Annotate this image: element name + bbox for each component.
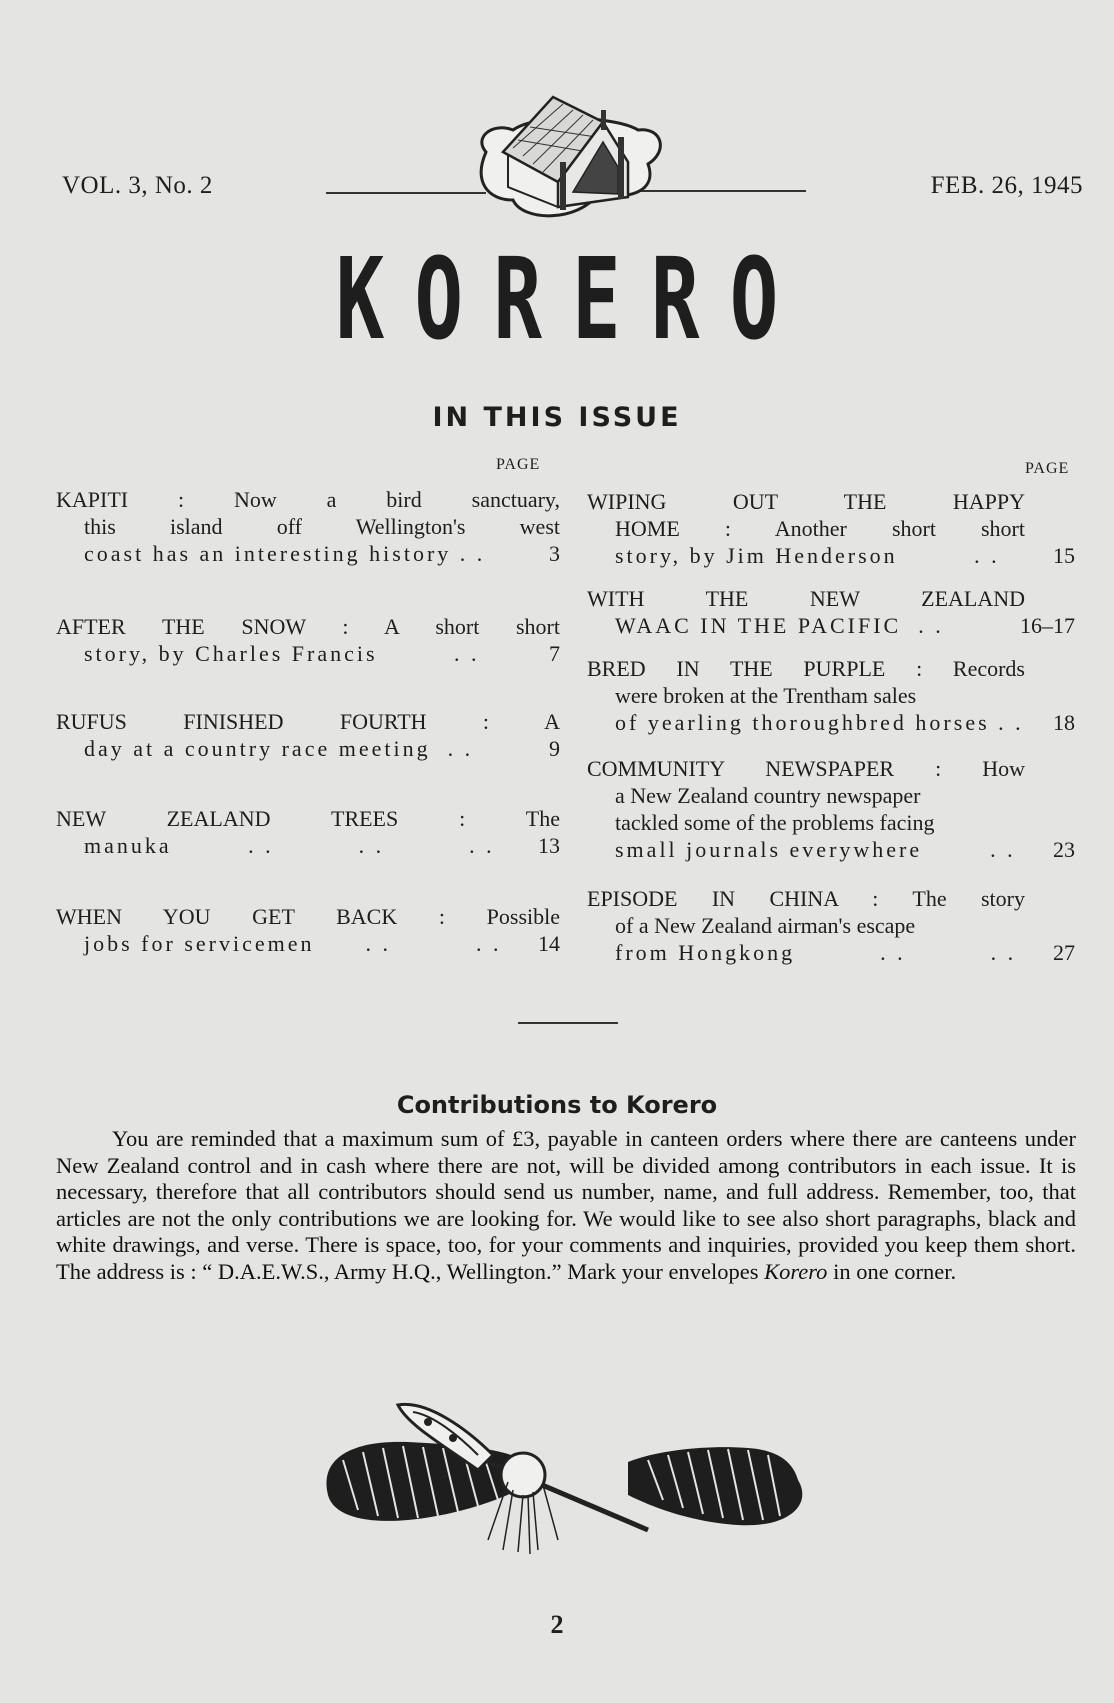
volume-number: VOL. 3, No. 2 — [62, 172, 213, 199]
page-column-label-left: PAGE — [496, 456, 541, 473]
contents-entry-kapiti[interactable] — [56, 486, 560, 567]
issue-date: FEB. 26, 1945 — [930, 172, 1083, 199]
entry-line: tackled some of the problems facing — [615, 810, 935, 835]
entry-line: jobs for servicemen . . . . — [84, 931, 502, 956]
entry-page-number: 15 — [1053, 543, 1075, 568]
entry-page-number: 23 — [1053, 837, 1075, 862]
contents-entry-rufus-finished-fourth[interactable] — [56, 708, 560, 762]
header-rule-left — [326, 192, 486, 194]
contributions-text-italic: Korero — [764, 1258, 828, 1284]
entry-page-number: 13 — [538, 833, 560, 858]
entry-line: COMMUNITY NEWSPAPER : How — [587, 756, 1025, 781]
entry-page-number: 9 — [549, 736, 560, 761]
entry-page-number: 7 — [549, 641, 560, 666]
contents-entry-new-zealand-trees[interactable] — [56, 805, 560, 859]
entry-page-number: 16–17 — [1020, 613, 1075, 638]
entry-line: manuka . . . . . . — [84, 833, 495, 858]
entry-line: AFTER THE SNOW : A short short — [56, 614, 560, 639]
contents-entry-when-you-get-back[interactable] — [56, 903, 560, 957]
entry-line: WHEN YOU GET BACK : Possible — [56, 904, 560, 929]
entry-line: BRED IN THE PURPLE : Records — [587, 656, 1025, 681]
entry-line: story, by Jim Henderson . . — [615, 543, 1000, 568]
contents-entry-wiping-out-the-happy-home[interactable] — [587, 488, 1075, 569]
contents-entry-episode-in-china[interactable] — [587, 885, 1075, 966]
entry-line: small journals everywhere . . — [615, 837, 1016, 862]
contributions-title: Contributions to Korero — [396, 1091, 718, 1119]
entry-line: HOME : Another short short — [615, 516, 1025, 541]
entry-line: story, by Charles Francis . . — [84, 641, 480, 666]
entry-line: KAPITI : Now a bird sanctuary, — [56, 487, 560, 512]
taiaha-icon — [318, 1400, 808, 1555]
entry-line: of yearling thoroughbred horses . . — [615, 710, 1024, 735]
entry-page-number: 3 — [549, 541, 560, 566]
contents-entry-bred-in-the-purple[interactable] — [587, 655, 1075, 736]
entry-line: WIPING OUT THE HAPPY — [587, 489, 1025, 514]
page-column-label-right: PAGE — [1025, 460, 1070, 477]
entry-line: this island off Wellington's west — [84, 514, 560, 539]
contents-entry-after-the-snow[interactable] — [56, 613, 560, 667]
page-number: 2 — [550, 1610, 564, 1639]
entry-line: day at a country race meeting . . — [84, 736, 474, 761]
entry-line: RUFUS FINISHED FOURTH : A — [56, 709, 560, 734]
contents-entry-with-the-nz-waac[interactable] — [587, 585, 1075, 639]
entry-line: from Hongkong . . . . — [615, 940, 1017, 965]
contributions-text-end: in one corner. — [827, 1258, 957, 1284]
entry-line: WITH THE NEW ZEALAND — [587, 586, 1025, 611]
contributions-text: You are reminded that a maximum sum of £3, payable in canteen orders where there are canteens under New Zealand control and in cash where there are not, will be divided among contributors in each issue. It is necessary, therefore that all contributors should send us number, name, and full address. Remember, too, that articles are not the only contributions we are looking for. We would like to see also short paragraphs, black and white drawings, and verse. There is space, too, for your comments and inquiries, provided you keep them short. The address is : “ D.A.E.W.S., Army H.Q., Wellington.” Mark your envelopes — [56, 1126, 1076, 1284]
entry-line: were broken at the Trentham sales — [615, 683, 917, 708]
contents-heading: IN THIS ISSUE — [432, 402, 682, 433]
entry-line: a New Zealand country newspaper — [615, 783, 921, 808]
entry-line: of a New Zealand airman's escape — [615, 913, 916, 938]
masthead-title: KORERO — [335, 235, 809, 365]
entry-line: WAAC IN THE PACIFIC . . — [615, 613, 944, 638]
entry-line: NEW ZEALAND TREES : The — [56, 806, 560, 831]
contributions-body — [56, 1126, 1076, 1285]
entry-page-number: 14 — [538, 931, 560, 956]
entry-line: EPISODE IN CHINA : The story — [587, 886, 1025, 911]
entry-line: coast has an interesting history . . — [84, 541, 486, 566]
section-divider — [518, 1022, 618, 1024]
meeting-house-icon — [468, 82, 668, 238]
entry-page-number: 27 — [1053, 940, 1075, 965]
entry-page-number: 18 — [1053, 710, 1075, 735]
contents-entry-community-newspaper[interactable] — [587, 755, 1075, 863]
